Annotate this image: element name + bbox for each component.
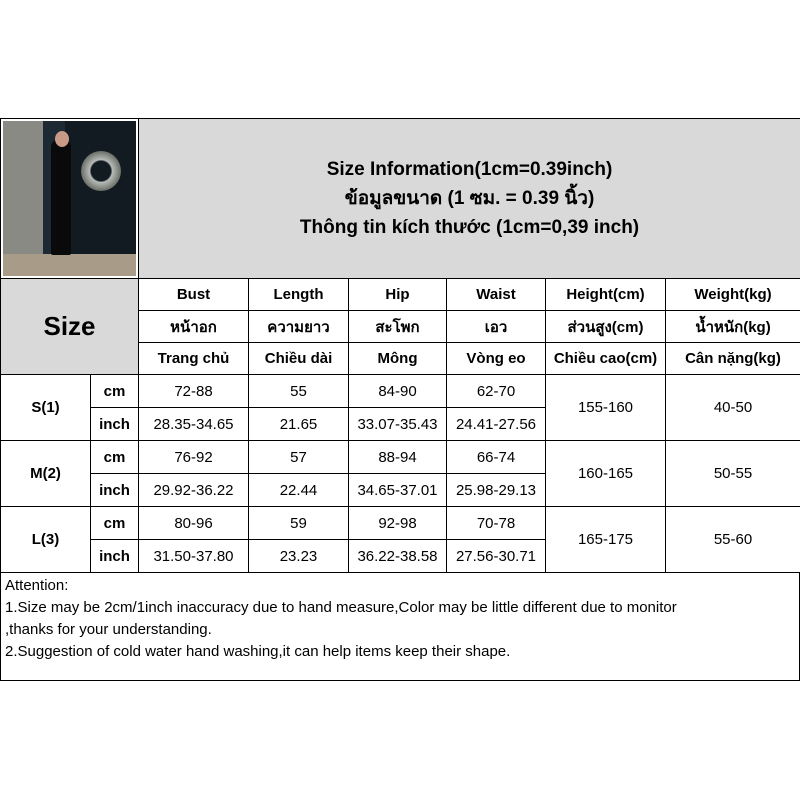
unit-label-inch: inch xyxy=(91,540,139,573)
height-value: 155-160 xyxy=(546,375,666,441)
size-table xyxy=(0,118,800,573)
attention-heading: Attention: xyxy=(5,577,69,594)
waist-value: 27.56-30.71 xyxy=(447,540,546,573)
title-vietnamese: Thông tin kích thước (1cm=0,39 inch) xyxy=(299,217,640,238)
bust-value: 28.35-34.65 xyxy=(139,408,249,441)
attention-line-2: ,thanks for your understanding. xyxy=(5,621,212,638)
weight-value: 40-50 xyxy=(666,375,800,441)
title-block xyxy=(139,119,800,279)
col-bust-vi: Trang chủ xyxy=(139,343,249,375)
waist-value: 70-78 xyxy=(447,507,546,540)
bust-value: 31.50-37.80 xyxy=(139,540,249,573)
bust-value: 29.92-36.22 xyxy=(139,474,249,507)
height-value: 165-175 xyxy=(546,507,666,573)
col-waist-vi: Vòng eo xyxy=(447,343,546,375)
col-waist-en: Waist xyxy=(447,279,546,311)
col-height-th: ส่วนสูง(cm) xyxy=(546,311,666,343)
hip-value: 84-90 xyxy=(349,375,447,408)
hip-value: 33.07-35.43 xyxy=(349,408,447,441)
size-chart xyxy=(0,118,800,682)
waist-value: 66-74 xyxy=(447,441,546,474)
product-photo xyxy=(3,121,136,276)
attention-note xyxy=(0,573,800,681)
unit-label-inch: inch xyxy=(91,474,139,507)
col-length-en: Length xyxy=(249,279,349,311)
product-photo-cell xyxy=(1,119,139,279)
size-header: Size xyxy=(1,279,139,375)
col-hip-en: Hip xyxy=(349,279,447,311)
length-value: 21.65 xyxy=(249,408,349,441)
length-value: 59 xyxy=(249,507,349,540)
bust-value: 72-88 xyxy=(139,375,249,408)
col-weight-vi: Cân nặng(kg) xyxy=(666,343,800,375)
size-label-s: S(1) xyxy=(1,375,91,441)
height-value: 160-165 xyxy=(546,441,666,507)
col-length-th: ความยาว xyxy=(249,311,349,343)
title-thai: ข้อมูลขนาด (1 ซม. = 0.39 นิ้ว) xyxy=(344,188,595,209)
bust-value: 80-96 xyxy=(139,507,249,540)
title-english: Size Information(1cm=0.39inch) xyxy=(326,159,613,180)
col-hip-th: สะโพก xyxy=(349,311,447,343)
unit-label-cm: cm xyxy=(91,375,139,408)
col-waist-th: เอว xyxy=(447,311,546,343)
col-bust-th: หน้าอก xyxy=(139,311,249,343)
waist-value: 24.41-27.56 xyxy=(447,408,546,441)
hip-value: 88-94 xyxy=(349,441,447,474)
hip-value: 36.22-38.58 xyxy=(349,540,447,573)
size-label-l: L(3) xyxy=(1,507,91,573)
length-value: 57 xyxy=(249,441,349,474)
weight-value: 55-60 xyxy=(666,507,800,573)
waist-value: 25.98-29.13 xyxy=(447,474,546,507)
bust-value: 76-92 xyxy=(139,441,249,474)
attention-line-1: 1.Size may be 2cm/1inch inaccuracy due to hand measure,Color may be little different due to monitor xyxy=(5,599,677,616)
col-height-vi: Chiều cao(cm) xyxy=(546,343,666,375)
col-height-en: Height(cm) xyxy=(546,279,666,311)
col-hip-vi: Mông xyxy=(349,343,447,375)
waist-value: 62-70 xyxy=(447,375,546,408)
size-label-m: M(2) xyxy=(1,441,91,507)
weight-value: 50-55 xyxy=(666,441,800,507)
length-value: 55 xyxy=(249,375,349,408)
unit-label-cm: cm xyxy=(91,507,139,540)
col-bust-en: Bust xyxy=(139,279,249,311)
hip-value: 92-98 xyxy=(349,507,447,540)
attention-line-3: 2.Suggestion of cold water hand washing,it can help items keep their shape. xyxy=(5,643,511,660)
hip-value: 34.65-37.01 xyxy=(349,474,447,507)
col-length-vi: Chiều dài xyxy=(249,343,349,375)
length-value: 22.44 xyxy=(249,474,349,507)
unit-label-inch: inch xyxy=(91,408,139,441)
col-weight-en: Weight(kg) xyxy=(666,279,800,311)
unit-label-cm: cm xyxy=(91,441,139,474)
col-weight-th: น้ำหนัก(kg) xyxy=(666,311,800,343)
length-value: 23.23 xyxy=(249,540,349,573)
